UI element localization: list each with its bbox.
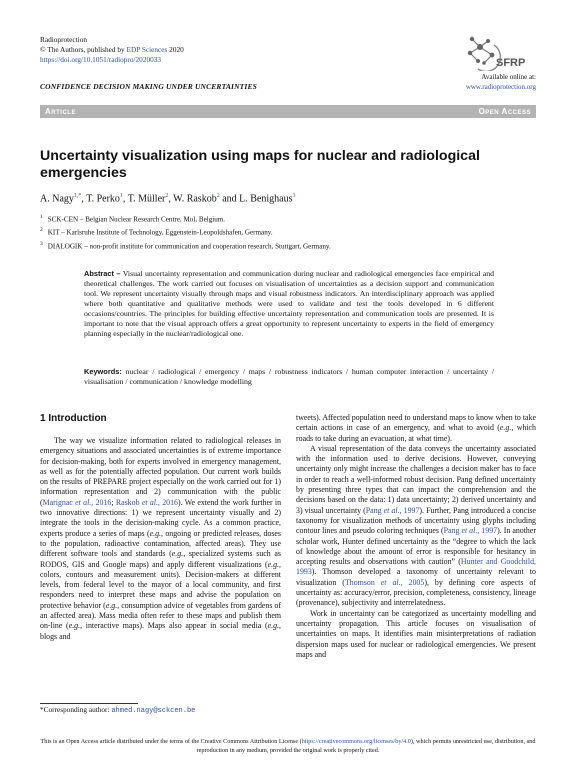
affiliation-item: $^2$ KIT – Karlsruhe Institute of Technology, Eggenstein-Leopoldshafen, Germany. <box>40 227 273 237</box>
abstract <box>84 269 494 339</box>
affiliation-item: $^3$ DIALOGIK – non-profit institute for communication and cooperation research, Stuttgart, Germany. <box>40 240 331 251</box>
citation-link[interactable]: Pang <box>365 505 384 515</box>
article-type-bar <box>40 105 536 118</box>
paper-title: Uncertainty visualization using maps for nuclear and radiological emergencies <box>40 148 480 181</box>
citation-link[interactable]: et al. <box>380 577 401 587</box>
author-name: A. Nagy <box>40 193 74 205</box>
abstract-text: Visual uncertainty representation and communication during nuclear and radiological emergencies face empirical and theoretical challenges. The work carried out focuses on visualisation of uncertainties as a decision support and communication tool. We represent uncertainty visually through maps and visual robustness indicators. An interdisciplinary approach was applied where both quantitative and qualitative methods were used to validate and test the tools developed in 6 different occasions/countries. The principles for building effective uncertainty representation and communication tools are presented. It is important to note that the visual approach offers a great opportunity to represent uncertainty to experts in the field of emergency planning especially in the nuclear/radiological one. <box>84 269 494 338</box>
paragraph: tweets). Affected population need to understand maps to know when to take certain actions in case of an emergency, and what to avoid (e.g., which roads to take during an evacuation, at what time). <box>296 413 536 443</box>
license-note: This is an Open Access article distributed under the terms of the Creative Commons Attribution License (https://creativecommons.org/licenses/by/4.0), which permits unrestricted use, distribution, and reproduction in any medium, provided the original work is properly cited. <box>40 738 536 754</box>
author-affiliation-mark[interactable]: 1 <box>119 193 123 199</box>
journal-header <box>40 35 184 65</box>
citation-link[interactable]: Thomson <box>344 577 381 587</box>
author-affiliation-mark[interactable]: 3 <box>292 193 296 199</box>
citation-link[interactable]: Marignac <box>42 497 76 507</box>
citation-link[interactable]: , 1997 <box>399 505 420 515</box>
journal-name: Radioprotection <box>40 35 88 44</box>
affiliations <box>40 212 331 252</box>
author-name: L. Benighaus <box>239 193 293 205</box>
logo-text: SFRP <box>496 57 526 69</box>
author-name: W. Raskob <box>173 193 217 205</box>
author-list: A. Nagy$^{1,*}$, T. Perko$^1$, T. Müller$^2$, W. Raskob$^2$ and L. Benighaus$^3$ <box>40 193 296 205</box>
paragraph: The way we visualize information related to radiological releases in emergency situations and associated uncertainties is of extreme importance for decision-making, both for experts involved in emergency management, as well as for the potentially affected population. Our current work builds on the results of PREPARE project especially on the work carried out for 1) information representation and 2) communication with the public (Marignac et al., 2016; Raskob et al., 2016). We extend the work further in two innovative directions: 1) we represent uncertainty visually and 2) integrate the tools in the decision-making cycle. As a common practice, experts produce a series of maps (e.g., ongoing or predicted releases, doses to the population, radioactive contamination, affected areas). They use different software tools and standards (e.g., specialized systems such as RODOS, GIS and Google maps) and apply different visualizations (e.g., colors, contours and measurement units). Decision-makers at different levels, from federal level to the mayor of a local community, and first responders need to interpret these maps and advise the population on protective behavior (e.g., consumption advice of vegetables from gardens of an affected area). Mass media often refer to these maps and publish them on-line (e.g., interactive maps). Maps also appear in social media (e.g., blogs and <box>40 436 282 641</box>
affiliation-item: $^1$ SCK-CEN – Belgian Nuclear Research Centre, Mol, Belgium. <box>40 214 226 224</box>
author-affiliation-mark[interactable]: 1,* <box>73 193 82 199</box>
keywords <box>84 367 494 387</box>
citation-link[interactable]: , 2005 <box>400 577 425 587</box>
citation-link[interactable]: , 2016 <box>91 497 112 507</box>
available-url[interactable]: www.radioprotection.org <box>465 82 536 91</box>
series-title: CONFIDENCE DECISION MAKING UNDER UNCERTAINTIES <box>40 82 257 91</box>
citation-link[interactable]: , 2016 <box>157 497 178 507</box>
citation-link[interactable]: , 1997 <box>477 526 498 536</box>
paragraph: Work in uncertainty can be categorized as uncertainty modelling and uncertainty propagation. This article focuses on visualisation of uncertainties on maps. It identifies main misinterpretations of radiation dispersion maps used for nuclear or radiological emergencies. We present maps and <box>296 608 536 659</box>
abstract-label: Abstract – <box>84 269 121 278</box>
citation-link[interactable]: et al. <box>75 497 92 507</box>
keywords-text: nuclear / radiological / emergency / maps / robustness indicators / human computer interaction / uncertainty / visualisation / communication / knowledge modelling <box>84 367 494 386</box>
citation-link[interactable]: et al. <box>461 526 478 536</box>
section-heading: 1 Introduction <box>40 413 107 424</box>
sfrp-logo <box>458 33 538 71</box>
paragraph: A visual representation of the data conveys the uncertainty associated with the information used to derive decisions. However, conveying uncertainty only might increase the challenges a decision maker has to face in order to reach a well-informed robust decision. Pang defined uncertainty by presenting three types that can impact the comprehension and the decisions based on the data: 1) data uncertainty; 2) derived uncertainty and 3) visual uncertainty (Pang et al., 1997). Further, Pang introduced a concise taxonomy for visualization methods of uncertainty using glyphs including contour lines and pseudo coloring techniques (Pang et al., 1997). In another scholar work, Hunter defined uncertainty as the “degree to which the lack of knowledge about the amount of error is responsible for hesitancy in accepting results and observations with caution” (Hunter and Goodchild, 1993). Thomson developed a taxonomy of uncertainty relevant to visualization (Thomson et al., 2005), by defining core aspects of uncertainty as: accuracy/error, precision, completeness, consistency, lineage (provenance), subjectivity and interrelatedness. <box>296 443 536 608</box>
citation-link[interactable]: Hunter and Goodchild, 1993 <box>296 557 536 577</box>
license-link[interactable]: https://creativecommons.org/licenses/by/4.0 <box>301 738 411 745</box>
citation-link[interactable]: Pang <box>443 526 462 536</box>
citation-link[interactable]: Raskob <box>115 497 142 507</box>
footnote: *Corresponding author: ahmed.nagy@sckcen.be <box>40 705 196 715</box>
citation-link[interactable]: et al. <box>141 497 158 507</box>
author-name: T. Perko <box>86 193 120 205</box>
article-type-label: Article <box>45 107 76 116</box>
author-affiliation-mark[interactable]: 2 <box>216 193 220 199</box>
body-column-left <box>40 436 281 642</box>
keywords-label: Keywords: <box>84 367 122 376</box>
body-column-right <box>296 413 536 660</box>
availability <box>430 73 536 92</box>
available-label: Available online at: <box>481 73 536 81</box>
publisher-link[interactable]: EDP Sciences <box>126 45 168 54</box>
email-link[interactable]: ahmed.nagy@sckcen.be <box>111 707 196 715</box>
copyright-line: © The Authors, published by EDP Sciences 2020 <box>40 45 184 54</box>
author-name: T. Müller <box>127 193 166 205</box>
doi-link[interactable]: https://doi.org/10.1051/radiopro/2020033 <box>40 55 162 64</box>
footnote-rule <box>40 703 138 704</box>
citation-link[interactable]: et al. <box>383 505 400 515</box>
open-access-label: Open Access <box>478 107 531 116</box>
author-affiliation-mark[interactable]: 2 <box>165 193 169 199</box>
